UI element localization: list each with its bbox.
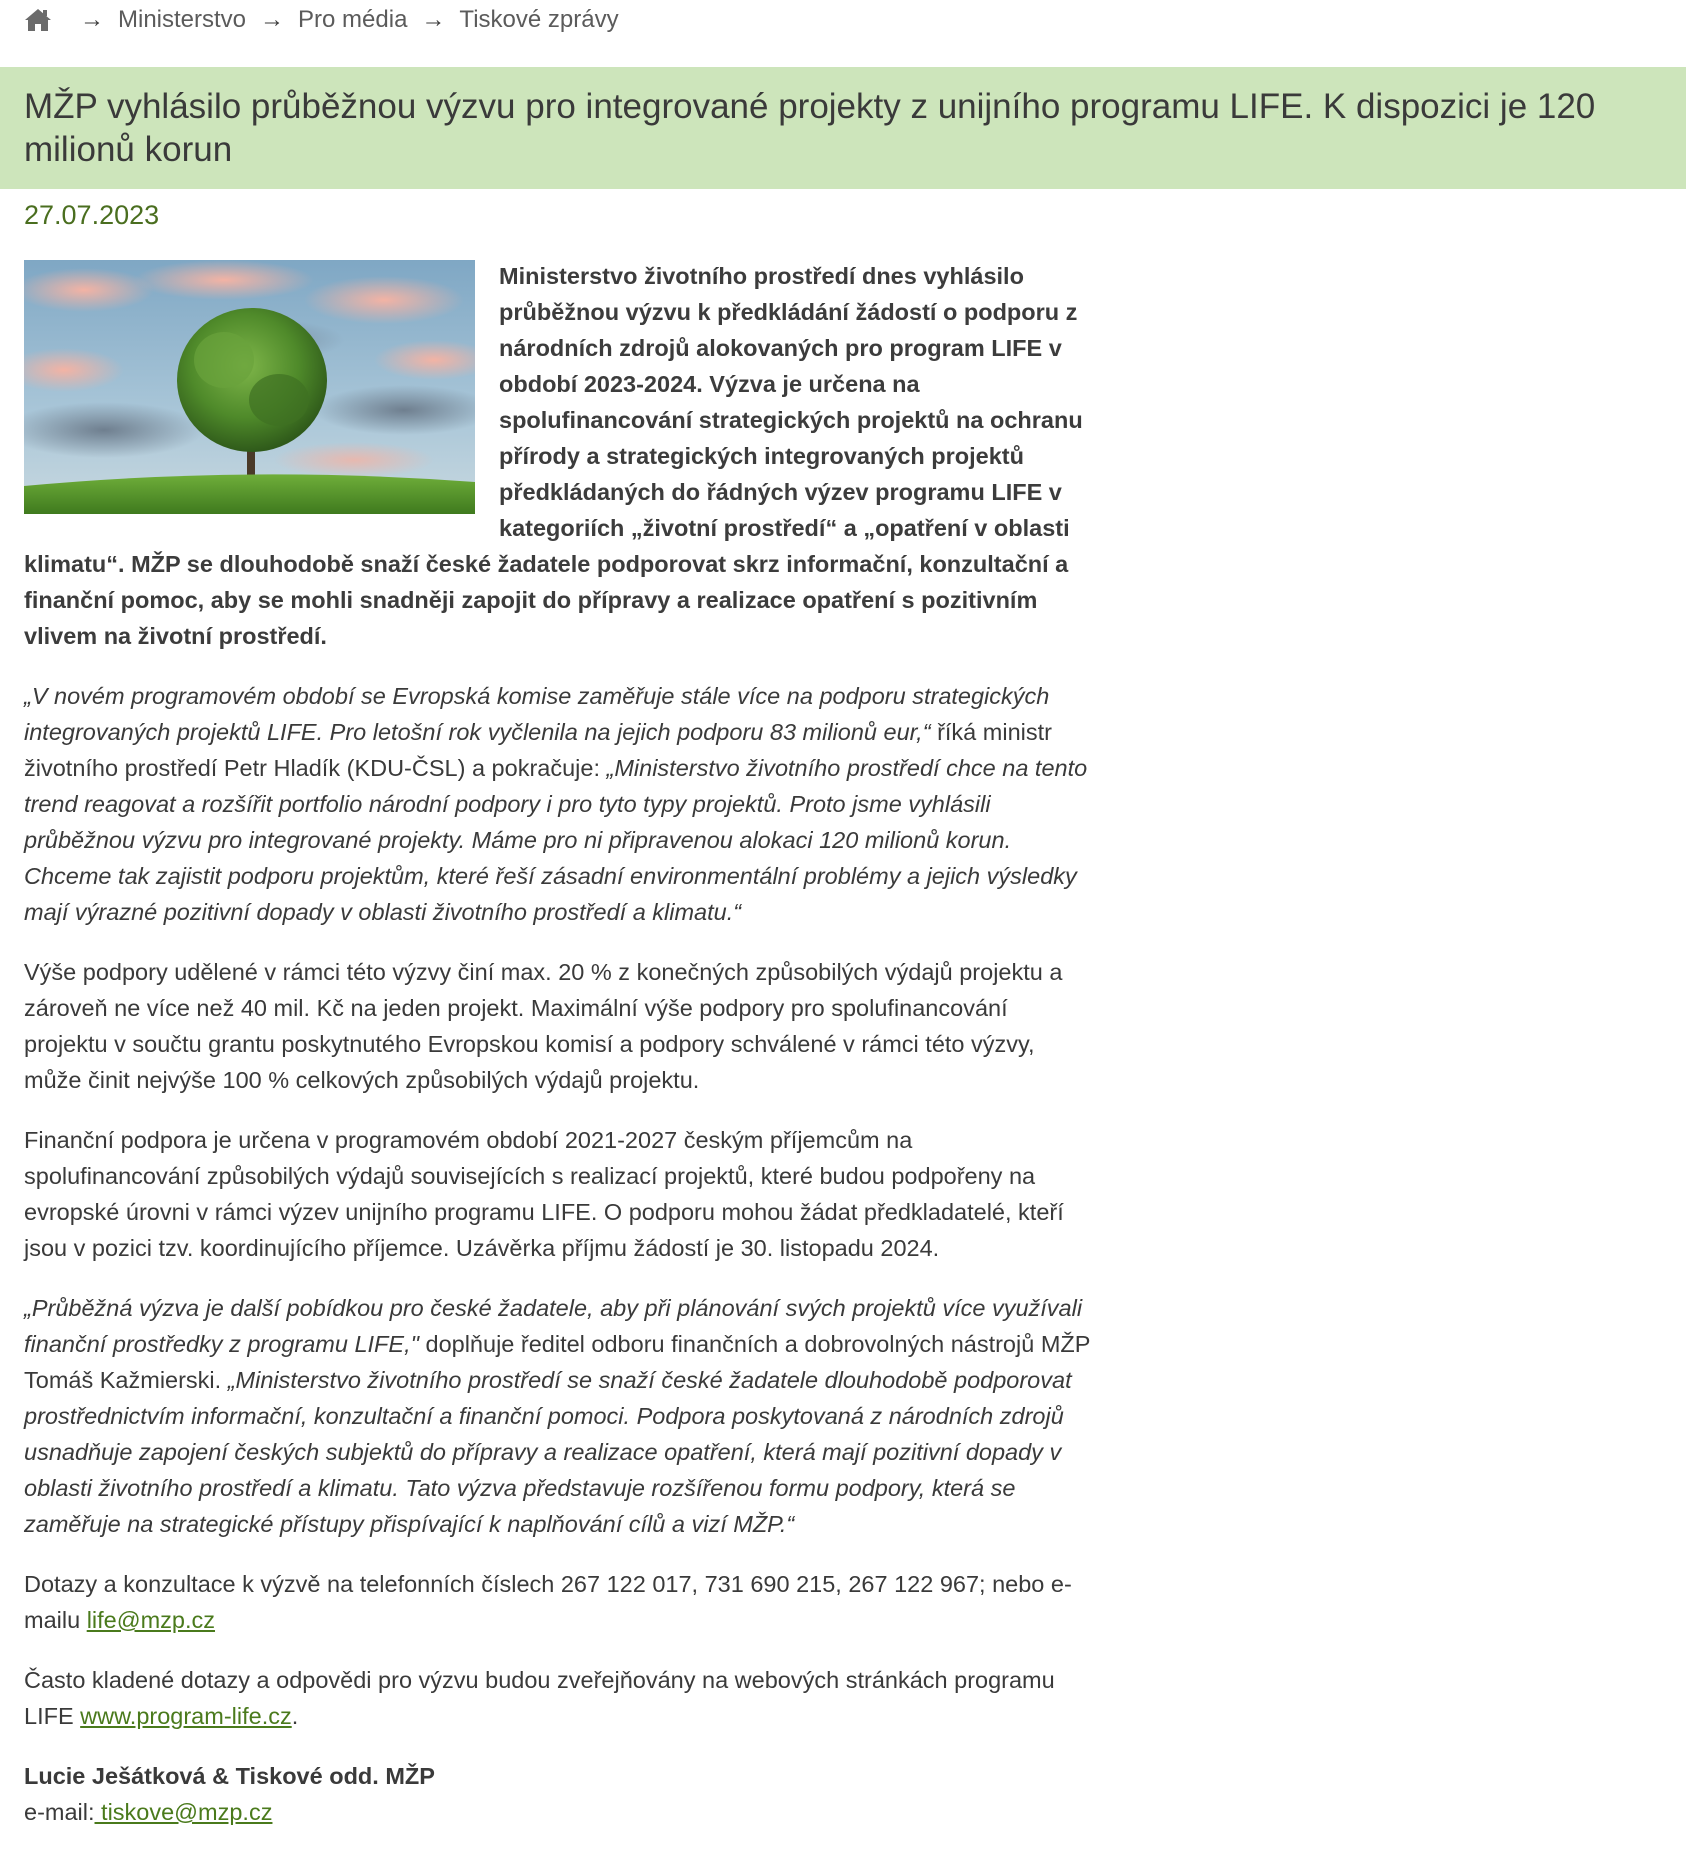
home-icon[interactable] — [24, 6, 52, 34]
tree-on-meadow-photo — [24, 260, 475, 514]
page-title: MŽP vyhlásilo průběžnou výzvu pro integrované projekty z unijního programu LIFE. K dispozici je 120 milionů korun — [24, 87, 1596, 169]
article-paragraph-quote-minister — [24, 678, 1094, 930]
paragraph-text: říká ministr životního prostředí Petr Hladík (KDU-ČSL) a pokračuje: — [24, 719, 1052, 781]
email-link-tiskove[interactable]: tiskove@mzp.cz — [94, 1799, 273, 1825]
paragraph-text: doplňuje ředitel odboru finančních a dobrovolných nástrojů MŽP Tomáš Kažmierski. — [24, 1331, 1091, 1393]
article-paragraph-support-amount: Výše podpory udělené v rámci této výzvy činí max. 20 % z konečných způsobilých výdajů projektu a zároveň ne více než 40 mil. Kč na jeden projekt. Maximální výše podpory pro spolufinancování projektu v součtu grantu poskytnutého Evropskou komisí a podpory schválené v rámci této výzvy, může činit nejvýše 100 % celkových způsobilých výdajů projektu. — [24, 959, 1063, 1093]
article-paragraph-quote-director — [24, 1290, 1094, 1542]
paragraph-text: . — [291, 1703, 299, 1729]
article-paragraph-financial-support: Finanční podpora je určena v programovém období 2021-2027 českým příjemcům na spolufinancování způsobilých výdajů souvisejících s realizací projektů, které budou podpořeny na evropské úrovni v rámci výzev unijního programu LIFE. O podporu mohou žádat předkladatelé, kteří jsou v pozici tzv. koordinujícího příjemce. Uzávěrka příjmu žádostí je 30. listopadu 2024. — [24, 1127, 1064, 1261]
breadcrumb-item-ministerstvo[interactable]: Ministerstvo — [118, 6, 247, 33]
breadcrumb-item-tiskove-zpravy[interactable]: Tiskové zprávy — [459, 6, 619, 33]
quote-text: „Průběžná výzva je další pobídkou pro české žadatele, aby při plánování svých projektů více využívali finanční prostředky z programu LIFE," — [24, 1295, 1083, 1357]
article-paragraph-faq — [24, 1662, 1094, 1734]
quote-text: „Ministerstvo životního prostředí se snaží české žadatele dlouhodobě podporovat prostřednictvím informační, konzultační a finanční pomoci. Podpora poskytovaná z národních zdrojů usnadňuje zapojení českých subjektů do přípravy a realizace opatření, která mají pozitivní dopady v oblasti životního prostředí a klimatu. Tato výzva představuje rozšířenou formu podpory, která se zaměřuje na strategické přístupy přispívající k naplňování cílů a vizí MŽP.“ — [24, 1367, 1072, 1537]
article-lead: Ministerstvo životního prostředí dnes vyhlásilo průběžnou výzvu k předkládání žádostí o podporu z národních zdrojů alokovaných pro program LIFE v období 2023-2024. Výzva je určena na spolufinancování strategických projektů na ochranu přírody a strategických integrovaných projektů předkládaných do řádných výzev programu LIFE v kategoriích „životní prostředí“ a „opatření v oblasti klimatu“. MŽP se dlouhodobě snaží české žadatele podporovat skrz informační, konzultační a finanční pomoc, aby se mohli snadněji zapojit do přípravy a realizace opatření s pozitivním vlivem na životní prostředí. — [24, 263, 1083, 649]
paragraph-text: Dotazy a konzultace k výzvě na telefonních číslech 267 122 017, 731 690 215, 267 122 967; nebo e-mailu — [24, 1571, 1072, 1633]
signature-email-label: e-mail: — [24, 1799, 95, 1825]
quote-text: „V novém programovém období se Evropská komise zaměřuje stále více na podporu strategických integrovaných projektů LIFE. Pro letošní rok vyčlenila na jejich podporu 83 milionů eur,“ — [24, 683, 1050, 745]
article-body — [24, 258, 1094, 1830]
paragraph-text: Často kladené dotazy a odpovědi pro výzvu budou zveřejňovány na webových stránkách programu LIFE — [24, 1667, 1055, 1729]
signature-email-line — [24, 1794, 1094, 1830]
breadcrumb-separator: → — [80, 6, 104, 33]
signature — [24, 1758, 1094, 1830]
breadcrumb-separator: → — [260, 6, 285, 33]
title-band — [0, 67, 1686, 189]
signature-name: Lucie Ješátková & Tiskové odd. MŽP — [24, 1763, 435, 1789]
breadcrumb-separator: → — [421, 6, 446, 33]
article-date: 27.07.2023 — [24, 200, 160, 230]
breadcrumb — [24, 4, 619, 36]
article-paragraph-contacts — [24, 1566, 1094, 1638]
email-link-life[interactable]: life@mzp.cz — [86, 1607, 216, 1633]
breadcrumb-item-pro-media[interactable]: Pro média — [298, 6, 408, 33]
quote-text: „Ministerstvo životního prostředí chce na tento trend reagovat a rozšířit portfolio národní podpory i pro tyto typy projektů. Proto jsme vyhlásili průběžnou výzvu pro integrované projekty. Máme pro ni připravenou alokaci 120 milionů korun. Chceme tak zajistit podporu projektům, které řeší zásadní environmentální problémy a jejich výsledky mají výrazné pozitivní dopady v oblasti životního prostředí a klimatu.“ — [24, 755, 1088, 925]
website-link-program-life[interactable]: www.program-life.cz — [80, 1703, 292, 1729]
